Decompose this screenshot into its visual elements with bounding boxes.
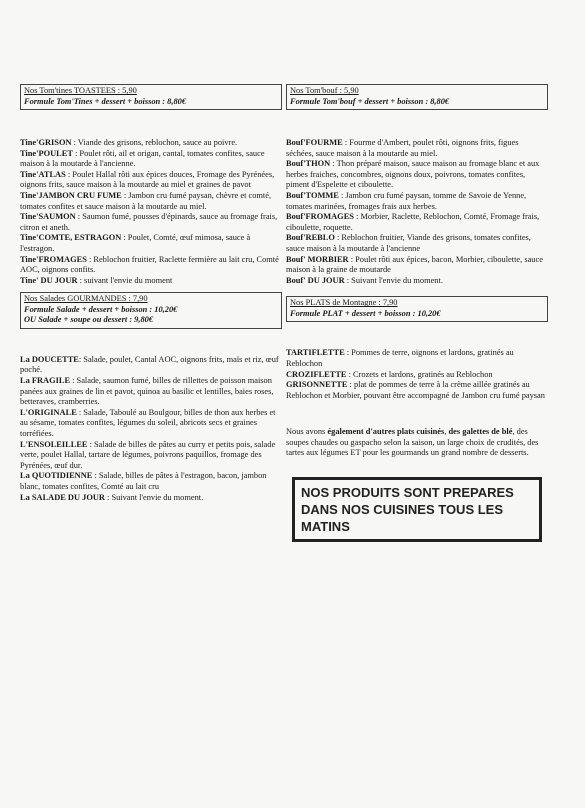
left-column [20, 84, 282, 503]
list-item: GRISONNETTE : plat de pommes de terre à la crème aillée gratinés au Reblochon et Morbier, pouvant être accompagné de Jambon cru fumé paysan [286, 380, 545, 400]
bouf-list [286, 138, 548, 286]
list-item: La DOUCETTE: Salade, poulet, Cantal AOC, oignons frits, maïs et riz, œuf poché. [20, 354, 279, 375]
plats-formula: Formule PLAT + dessert + boisson : 10,20€ [290, 308, 441, 318]
other-dishes-note: Nous avons également d'autres plats cuisinés, des galettes de blé, des soupes chaudes ou gaspacho selon la saison, un large choix de crudités, des tartes aux légumes ET pour les gourmands un grand nombre de desserts. [286, 427, 539, 458]
list-item: Tine'ATLAS : Poulet Hallal rôti aux épices douces, Fromage des Pyrénées, oignons frits, sauce maison à la moutarde au miel et graines de pavot [20, 169, 275, 190]
list-item: L'ENSOLEILLEE : Salade de billes de pâtes au curry et petits pois, salade verte, poulet Hallal, tartare de légumes, poivrons paquillos, fromage des Pyrénées, œuf dur. [20, 439, 276, 470]
list-item: Tine'JAMBON CRU FUME : Jambon cru fumé paysan, chèvre et comté, tomates confites et sauce maison à la moutarde au miel. [20, 190, 272, 211]
bouf-header [286, 84, 548, 110]
list-item: Tine' DU JOUR : suivant l'envie du moment [20, 275, 173, 285]
salads-list [20, 355, 282, 503]
fresh-products-banner: NOS PRODUITS SONT PREPARES DANS NOS CUISINES TOUS LES MATINS [292, 477, 542, 542]
toasts-formula: Formule Tom'Tines + dessert + boisson : 8,80€ [24, 96, 187, 106]
list-item: TARTIFLETTE : Pommes de terre, oignons et lardons, gratinés au Reblochon [286, 348, 514, 368]
toasts-title: Nos Tom'tines TOASTEES : 5,90 [24, 86, 137, 95]
toasts-header [20, 84, 282, 110]
list-item: CROZIFLETTE : Crozets et lardons, gratinés au Reblochon [286, 369, 493, 379]
plats-list [286, 348, 548, 401]
list-item: Tine'FROMAGES : Reblochon fruitier, Raclette fermière au lait cru, Comté AOC, oignons confits. [20, 254, 279, 275]
list-item: Tine'COMTE, ESTRAGON : Poulet, Comté, œuf mimosa, sauce à l'estragon. [20, 233, 251, 253]
list-item: Tine'POULET : Poulet rôti, ail et origan, cantal, tomates confites, sauce maison à la moutarde à l'ancienne. [20, 148, 265, 169]
bouf-formula: Formule Tom'bouf + dessert + boisson : 8,80€ [290, 96, 450, 106]
plats-header [286, 296, 548, 322]
list-item: Bouf'REBLO : Reblochon fruitier, Viande des grisons, tomates confites, sauce maison à la moutarde à l'ancienne [286, 233, 531, 253]
list-item: Bouf'TOMME : Jambon cru fumé paysan, tomme de Savoie de Yenne, tomates marinées, fromages frais aux herbes. [286, 190, 527, 211]
salads-formula: Formule Salade + dessert + boisson : 10,20€ [24, 304, 178, 314]
list-item: Bouf' DU JOUR : Suivant l'envie du moment. [286, 275, 443, 285]
list-item: La QUOTIDIENNE : Salade, billes de pâtes à l'estragon, bacon, jambon blanc, tomates confites, Comté au lait cru [20, 471, 267, 491]
list-item: Bouf'THON : Thon préparé maison, sauce maison au fromage blanc et aux herbes fraiches, concombres, oignons doux, poivrons, tomates confites, piment d'Espelette et ciboulette. [286, 159, 540, 190]
list-item: Bouf'FOURME : Fourme d'Ambert, poulet rôti, oignons frits, figues séchées, sauce maison à la moutarde au miel. [286, 138, 519, 158]
list-item: La SALADE DU JOUR : Suivant l'envie du moment. [20, 492, 204, 502]
list-item: Bouf' MORBIER : Poulet rôti aux épices, bacon, Morbier, ciboulette, sauce maison à la graine de moutarde [286, 254, 543, 275]
salads-formula-or: OU Salade + soupe ou dessert : 9,80€ [24, 315, 154, 325]
plats-title: Nos PLATS de Montagne : 7,90 [290, 298, 398, 308]
salads-title: Nos Salades GOURMANDES : 7,90 [24, 294, 148, 304]
list-item: Tine'SAUMON : Saumon fumé, pousses d'épinards, sauce au fromage frais, citron et aneth. [20, 212, 278, 232]
right-column [286, 84, 548, 542]
list-item: Tine'GRISON : Viande des grisons, reblochon, sauce au poivre. [20, 138, 238, 147]
list-item: La FRAGILE : Salade, saumon fumé, billes de rillettes de poisson maison panées aux graines de lin et pavot, quinoa au basilic et lentilles, baies roses, betteraves, cramberries. [20, 376, 274, 407]
bouf-title: Nos Tom'bouf : 5,90 [290, 86, 359, 95]
salads-header [20, 292, 282, 329]
toasts-list [20, 138, 282, 286]
list-item: L'ORIGINALE : Salade, Taboulé au Boulgour, billes de thon aux herbes et au sésame, tomates confites, légumes du soleil, abricots secs et graines torréfiées. [20, 407, 276, 438]
list-item: Bouf'FROMAGES : Morbier, Raclette, Reblochon, Comté, Fromage frais, ciboulette, roquette. [286, 212, 540, 232]
